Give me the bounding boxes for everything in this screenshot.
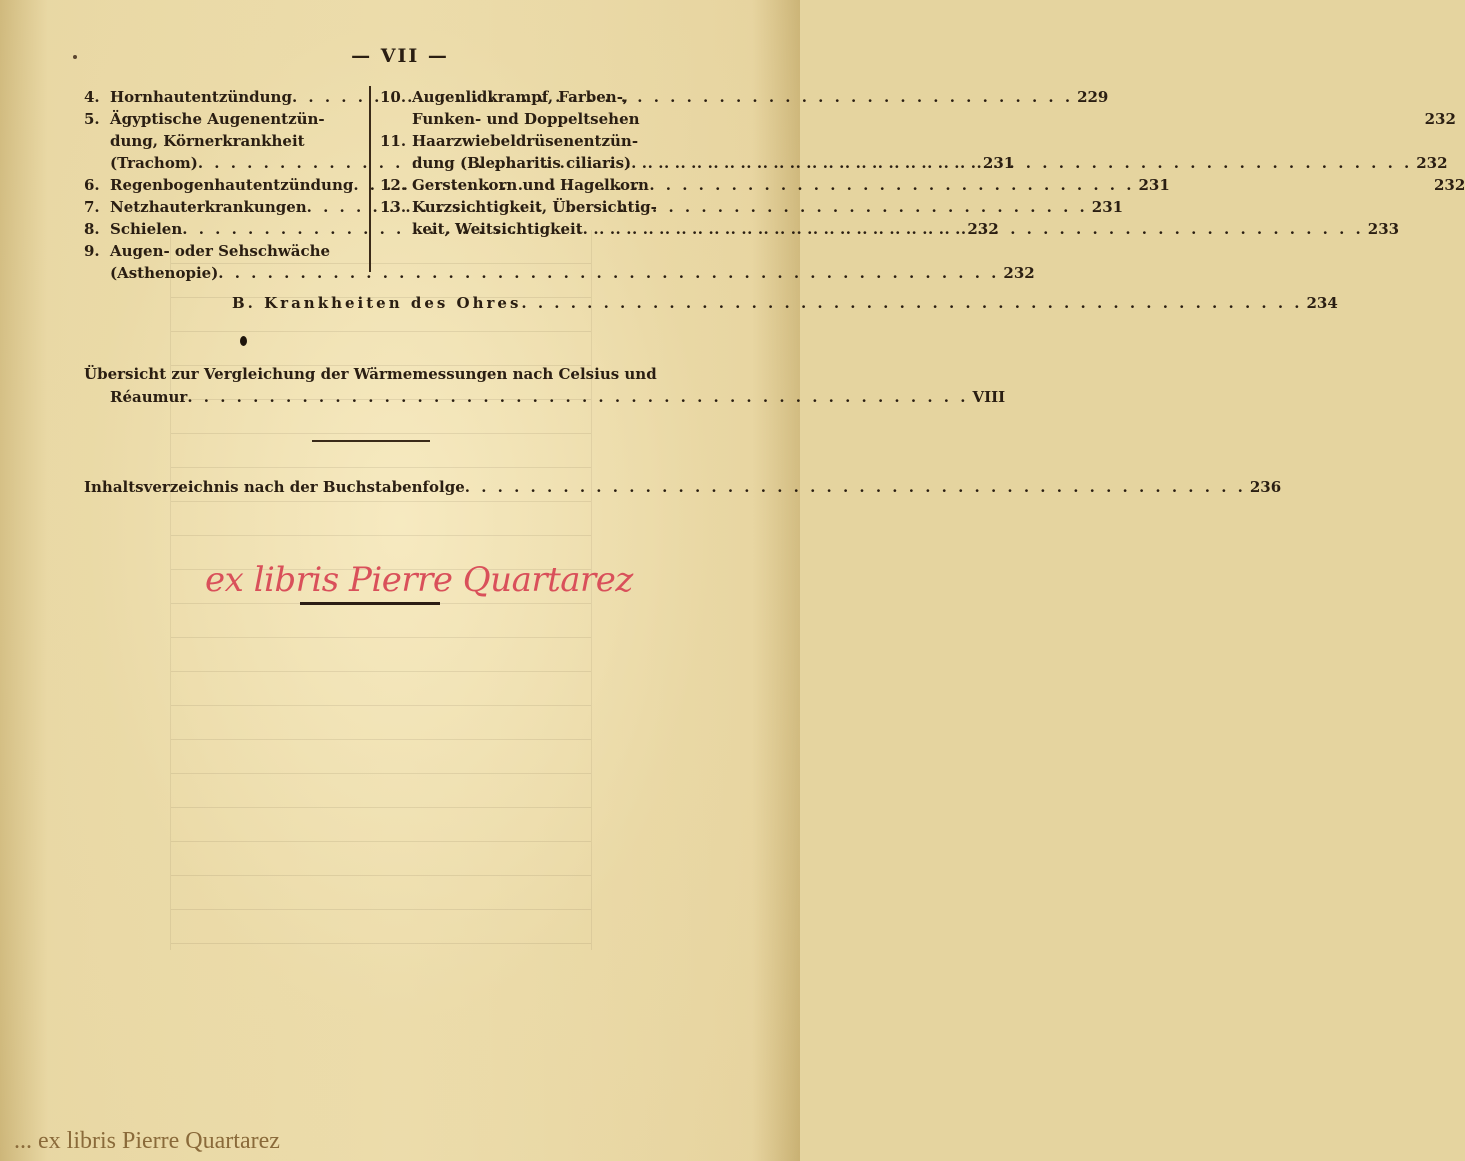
overview-page: VIII bbox=[972, 388, 1006, 406]
entry-number: 5. bbox=[84, 110, 100, 128]
entry-page: 232 bbox=[1433, 176, 1465, 194]
index-title: Inhaltsverzeichnis nach der Buchstabenfolge bbox=[84, 478, 465, 496]
entry-title: (Asthenopie) bbox=[110, 264, 219, 282]
entry-title: keit, Weitsichtigkeit bbox=[412, 220, 583, 238]
entry-title: Kurzsichtigkeit, Übersichtig- bbox=[412, 198, 657, 216]
entry-number: 10. bbox=[380, 88, 407, 106]
separator-rule bbox=[312, 440, 430, 442]
entry-title: Netzhauterkrankungen bbox=[110, 198, 307, 216]
watermark-caption: ... ex libris Pierre Quartarez bbox=[14, 1128, 280, 1154]
page-number-header: — VII — bbox=[351, 45, 449, 67]
entry-page: 231 bbox=[1138, 176, 1170, 194]
dot-leader bbox=[465, 478, 1246, 496]
entry-title: dung, Körnerkrankheit bbox=[110, 132, 305, 150]
section-b-title: B. Krankheiten des Ohres bbox=[232, 294, 522, 312]
section-b-page: 234 bbox=[1306, 294, 1338, 312]
entry-page: 231 bbox=[982, 154, 1015, 172]
entry-page: 229 bbox=[1077, 88, 1109, 106]
entry-number: 13. bbox=[380, 198, 407, 216]
entry-number: 9. bbox=[84, 242, 100, 260]
entry-title: Funken- und Doppeltsehen bbox=[412, 110, 640, 128]
entry-title: Ägyptische Augenentzün- bbox=[110, 110, 325, 128]
entry-title: Regenbogenhautentzündung bbox=[110, 176, 354, 194]
entry-number: 8. bbox=[84, 220, 100, 238]
entry-title: dung (Blepharitis ciliaris) bbox=[412, 154, 632, 172]
dot-leader bbox=[521, 294, 1302, 312]
section-b-entry bbox=[232, 294, 1338, 312]
entry-number: 11. bbox=[380, 132, 407, 150]
ink-blot bbox=[240, 336, 247, 346]
overview-title: Übersicht zur Vergleichung der Wärmemessungen nach Celsius und bbox=[84, 365, 657, 383]
index-entry bbox=[84, 478, 1282, 496]
entry-number: 6. bbox=[84, 176, 100, 194]
entry-page: 232 bbox=[1424, 110, 1456, 128]
entry-page: 232 bbox=[1003, 264, 1035, 282]
entry-title: Schielen bbox=[110, 220, 183, 238]
overview-entry-line2 bbox=[110, 388, 1006, 406]
entry-number: 7. bbox=[84, 198, 100, 216]
dot-leader bbox=[583, 218, 1364, 240]
entry-page: 231 bbox=[1091, 198, 1124, 216]
entry-page: 233 bbox=[1367, 220, 1400, 238]
entry-title: Haarzwiebeldrüsenentzün- bbox=[412, 132, 639, 150]
entry-page: 232 bbox=[1416, 154, 1448, 172]
column-divider bbox=[369, 86, 371, 272]
entry-title: Gerstenkorn und Hagelkorn bbox=[412, 176, 649, 194]
entry-number: 12. bbox=[380, 176, 407, 194]
overview-entry-line1 bbox=[84, 365, 664, 383]
entry-title: Augenlidkrampf, Farben-, bbox=[412, 88, 629, 106]
toc-entry bbox=[84, 240, 1035, 284]
index-page: 236 bbox=[1249, 478, 1282, 496]
entry-title: (Trachom) bbox=[110, 154, 198, 172]
overview-title-cont: Réaumur bbox=[110, 388, 188, 406]
entry-title: Hornhautentzündung bbox=[110, 88, 292, 106]
entry-number: 4. bbox=[84, 88, 100, 106]
ex-libris-stamp: ex libris Pierre Quartarez bbox=[205, 560, 633, 600]
entry-title: Augen- oder Sehschwäche bbox=[110, 242, 331, 260]
entry-page: 232 bbox=[967, 220, 999, 238]
dot-leader bbox=[187, 388, 968, 406]
dot-leader bbox=[218, 262, 999, 284]
stamp-underline bbox=[300, 602, 440, 605]
dot-leader bbox=[631, 152, 1412, 174]
